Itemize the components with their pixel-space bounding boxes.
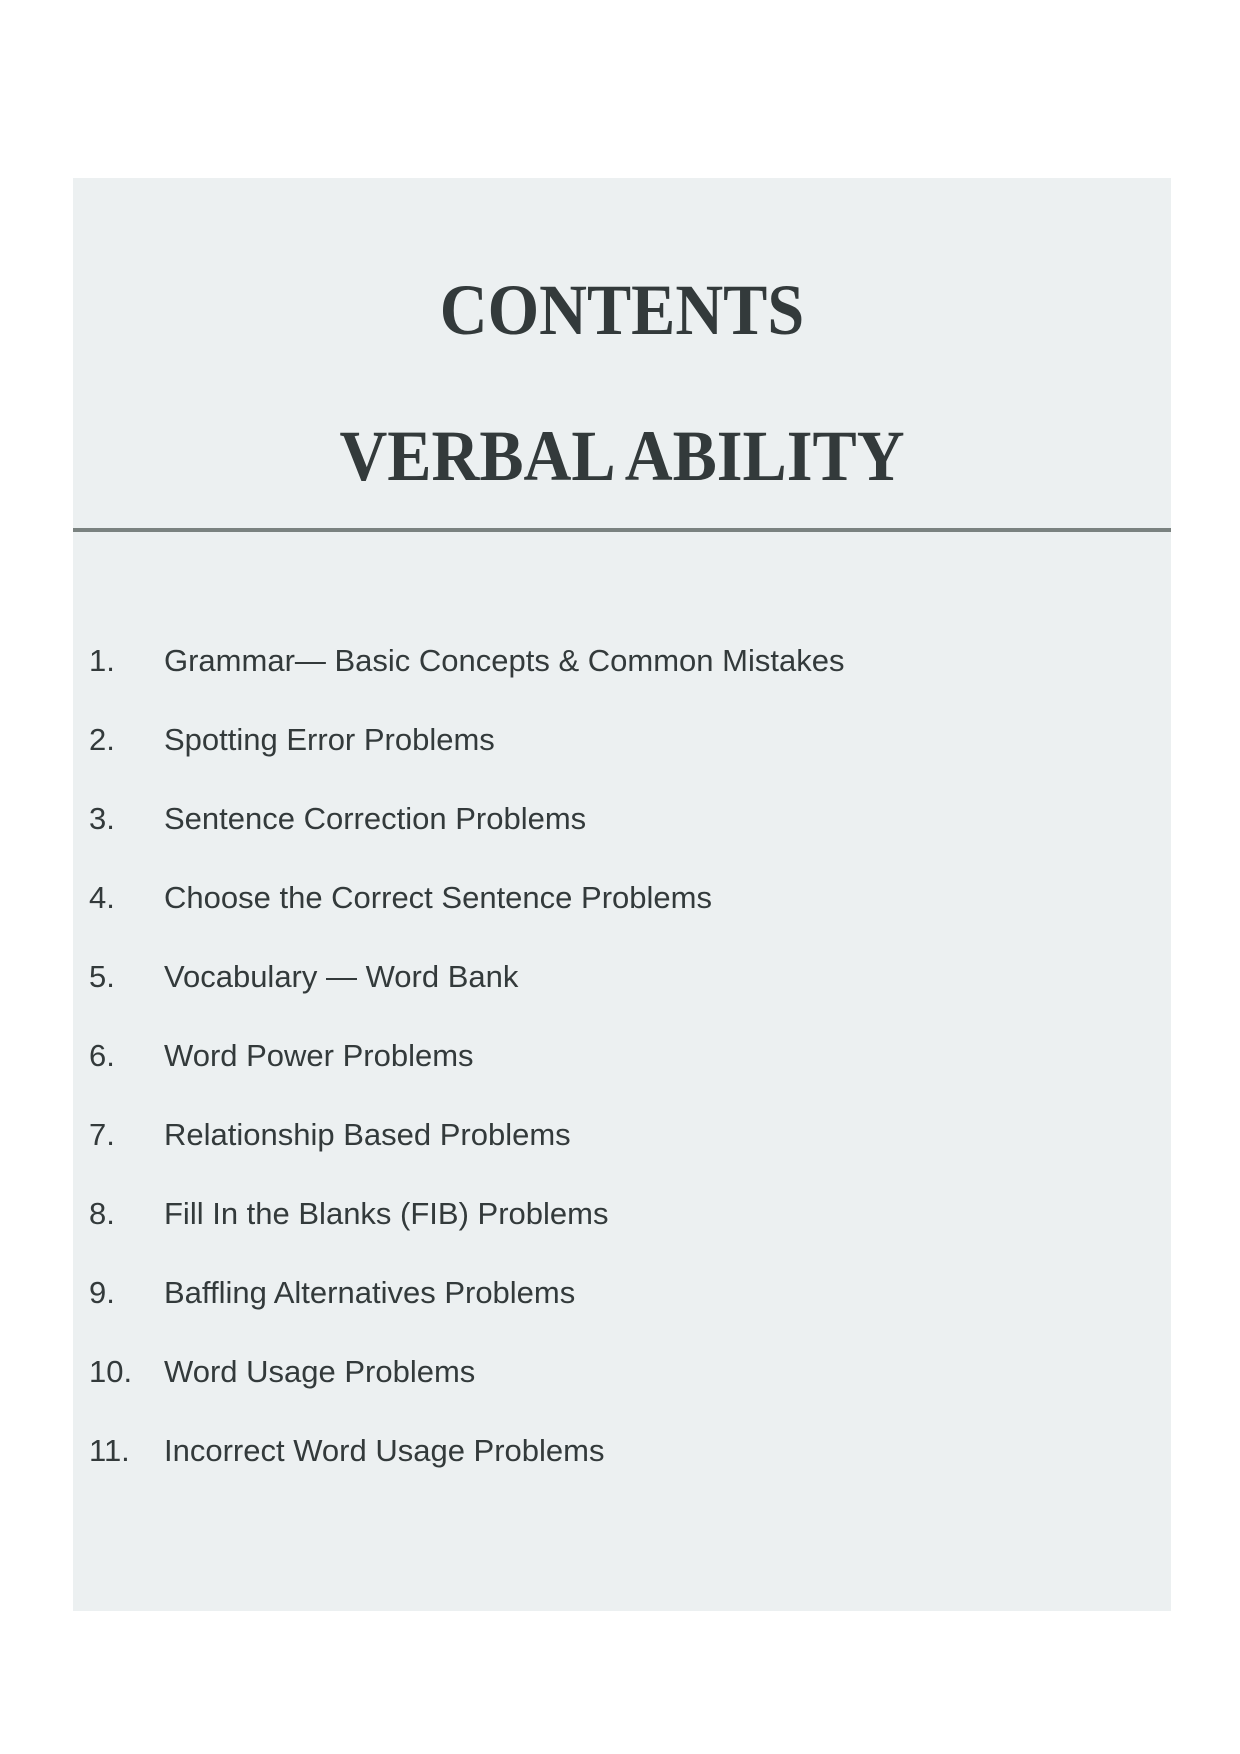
item-number: 4. xyxy=(89,879,115,915)
list-item xyxy=(89,779,844,858)
item-number: 5. xyxy=(89,958,115,994)
item-label: Word Power Problems xyxy=(164,1037,474,1073)
item-number: 3. xyxy=(89,800,115,836)
item-label: Vocabulary — Word Bank xyxy=(164,958,519,994)
item-label: Spotting Error Problems xyxy=(164,721,495,757)
page-title: CONTENTS xyxy=(439,270,805,350)
contents-panel xyxy=(73,178,1171,1611)
item-number: 10. xyxy=(89,1353,133,1389)
item-label: Fill In the Blanks (FIB) Problems xyxy=(164,1195,609,1231)
list-item xyxy=(89,1253,844,1332)
list-item xyxy=(89,621,844,700)
item-label: Incorrect Word Usage Problems xyxy=(164,1432,605,1468)
item-number: 1. xyxy=(89,642,115,678)
section-title: VERBAL ABILITY xyxy=(339,416,905,496)
item-number: 9. xyxy=(89,1274,115,1310)
list-item xyxy=(89,1174,844,1253)
item-number: 6. xyxy=(89,1037,115,1073)
item-number: 7. xyxy=(89,1116,115,1152)
list-item xyxy=(89,1332,844,1411)
item-number: 11. xyxy=(89,1432,130,1468)
item-label: Choose the Correct Sentence Problems xyxy=(164,879,712,915)
item-number: 8. xyxy=(89,1195,115,1231)
list-item xyxy=(89,858,844,937)
item-label: Sentence Correction Problems xyxy=(164,800,587,836)
list-item xyxy=(89,1411,844,1490)
item-label: Relationship Based Problems xyxy=(164,1116,571,1152)
list-item xyxy=(89,700,844,779)
item-label: Grammar— Basic Concepts & Common Mistakes xyxy=(164,642,845,678)
list-item xyxy=(89,1016,844,1095)
item-label: Baffling Alternatives Problems xyxy=(164,1274,576,1310)
contents-list xyxy=(89,621,844,1490)
item-number: 2. xyxy=(89,721,115,757)
list-item xyxy=(89,1095,844,1174)
list-item xyxy=(89,937,844,1016)
item-label: Word Usage Problems xyxy=(164,1353,476,1389)
divider xyxy=(73,528,1171,532)
